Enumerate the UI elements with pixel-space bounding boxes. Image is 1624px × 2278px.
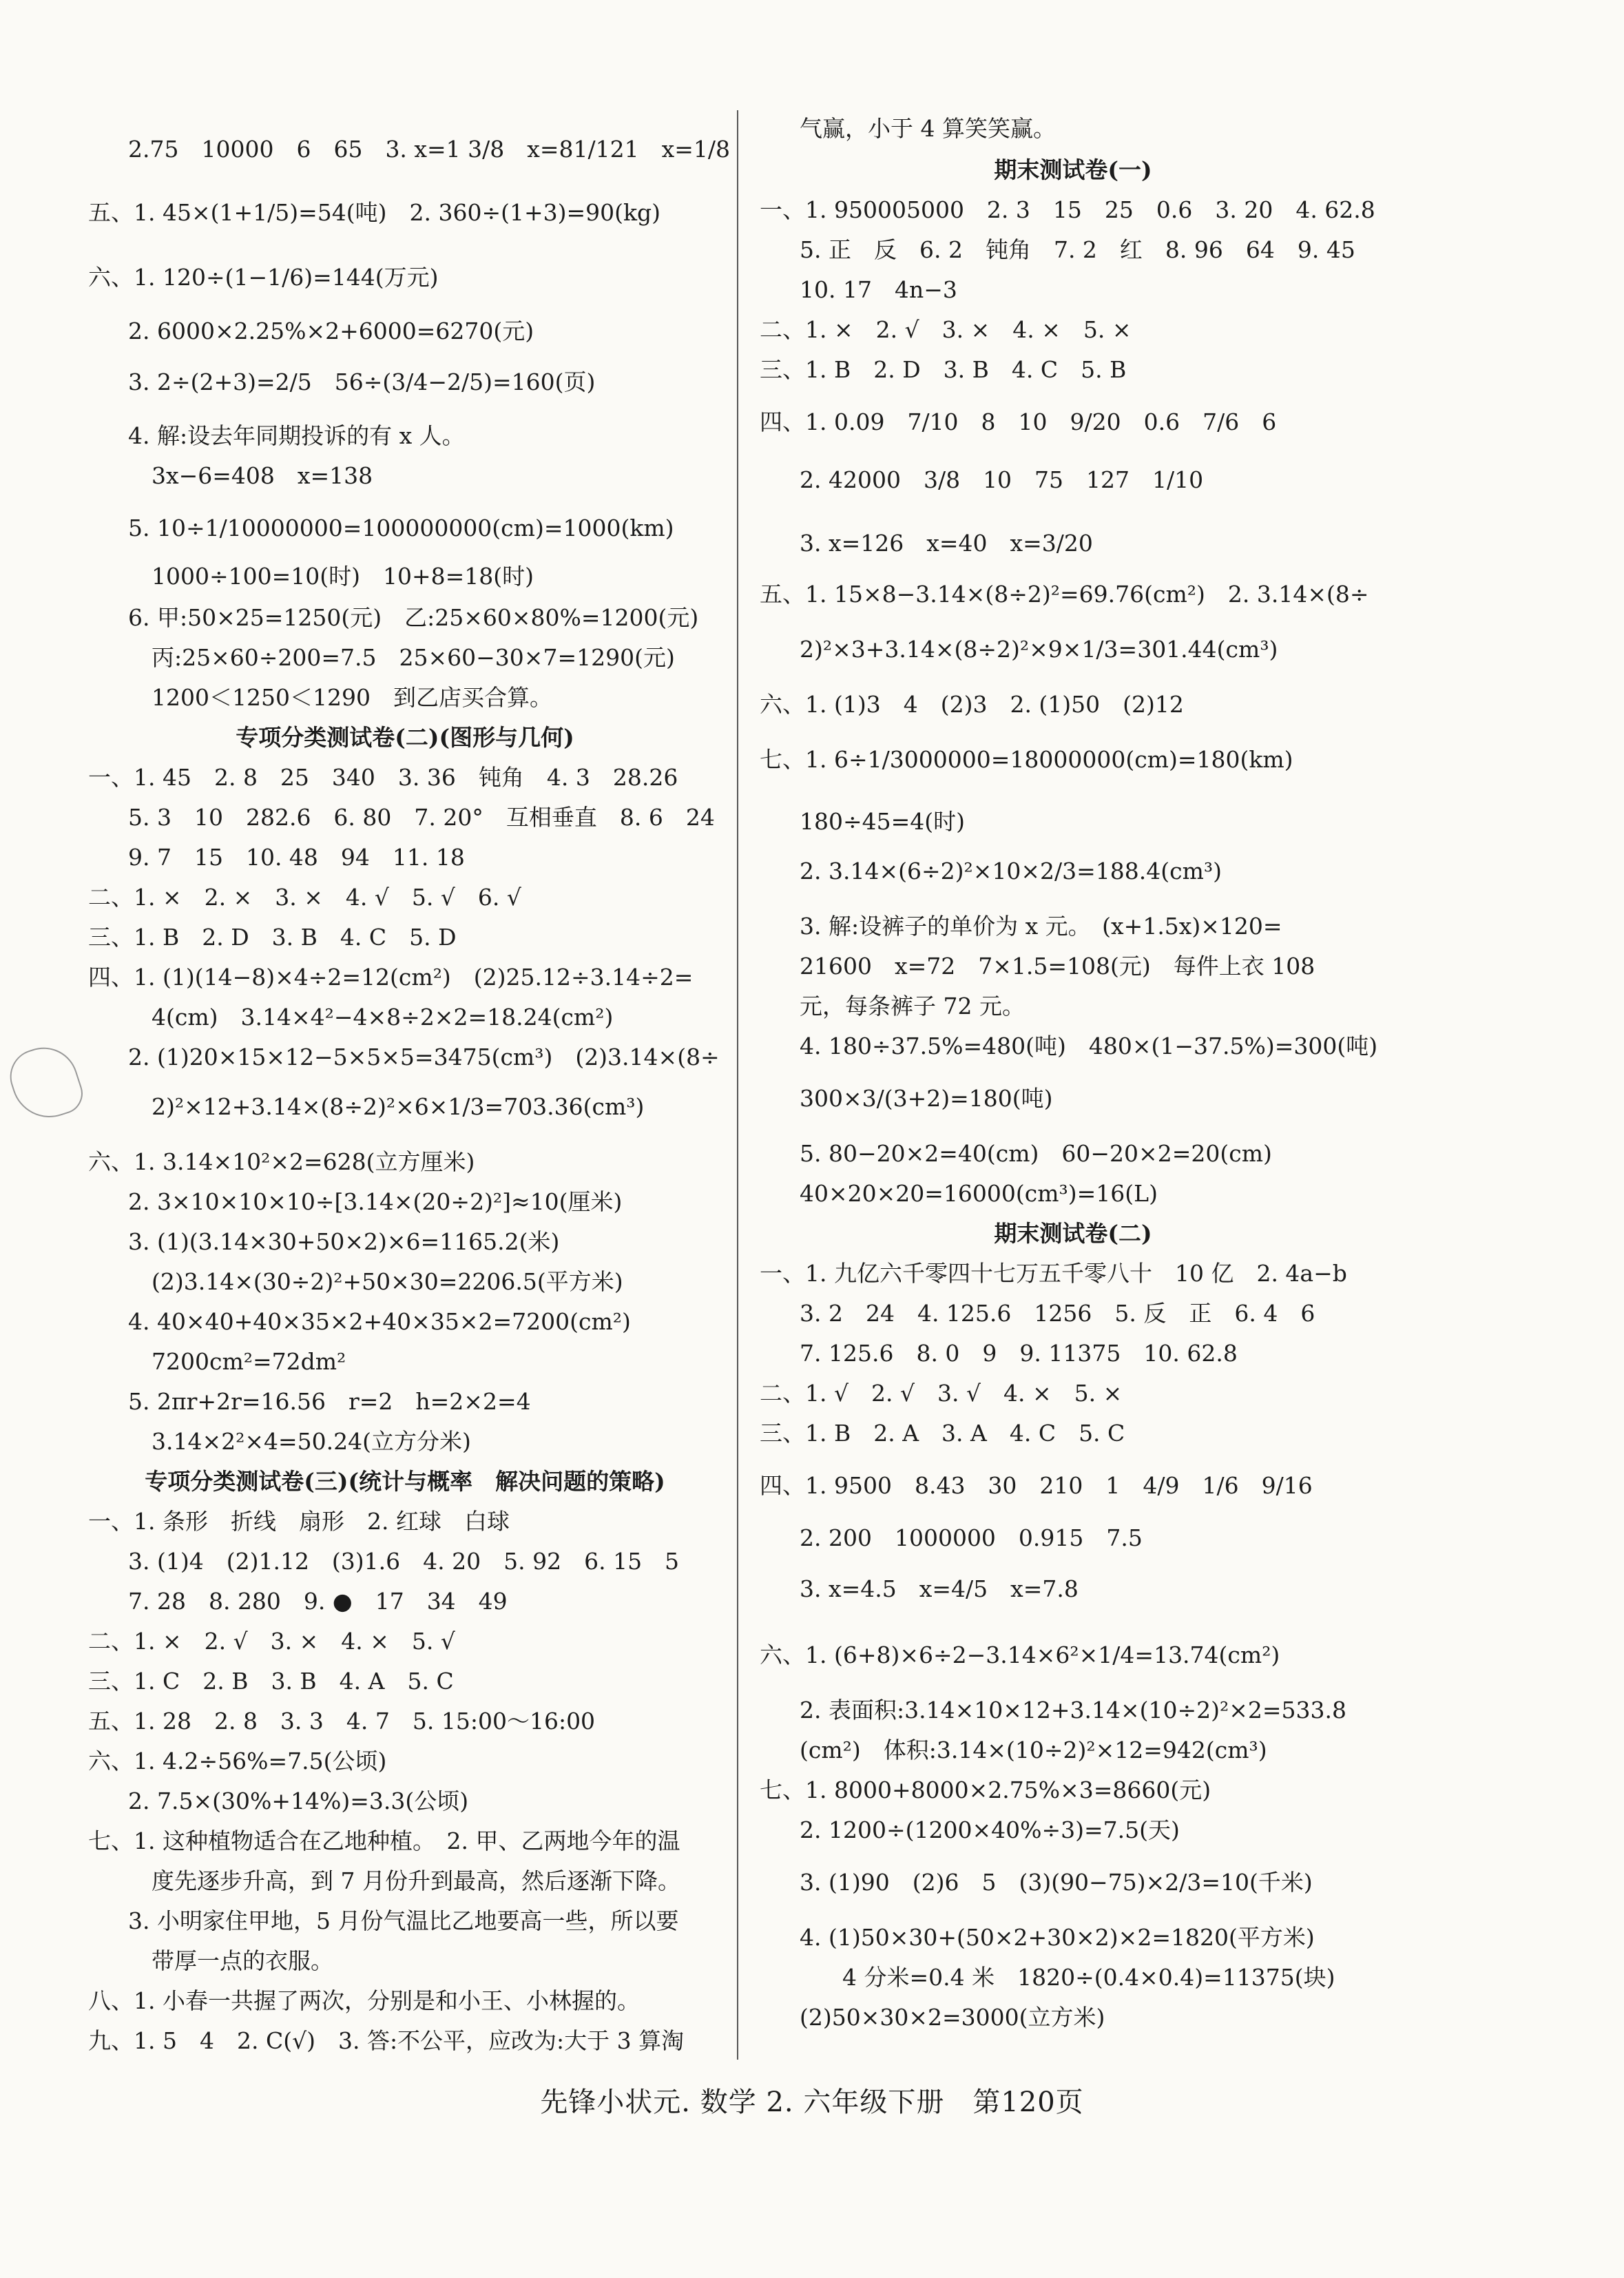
right-answer-line: 五、1. 15×8−3.14×(8÷2)²=69.76(cm²) 2. 3.14×(8÷ [760, 581, 1369, 608]
right-answer-line: 2. 表面积:3.14×10×12+3.14×(10÷2)²×2=533.8 [800, 1697, 1347, 1723]
right-answer-line: 3. 解:设裤子的单价为 x 元。 (x+1.5x)×120= [800, 913, 1282, 940]
left-answer-line: 5. 10÷1/10000000=100000000(cm)=1000(km) [128, 515, 674, 541]
left-answer-line: (2)3.14×(30÷2)²+50×30=2206.5(平方米) [152, 1268, 623, 1295]
right-answer-line: 2. 3.14×(6÷2)²×10×2/3=188.4(cm³) [800, 858, 1222, 884]
left-answer-line: 4. 解:设去年同期投诉的有 x 人。 [128, 422, 465, 449]
left-answer-line: 2. (1)20×15×12−5×5×5=3475(cm³) (2)3.14×(8÷ [128, 1044, 720, 1070]
left-answer-line: 2. 7.5×(30%+14%)=3.3(公顷) [128, 1788, 469, 1814]
right-answer-line: 四、1. 0.09 7/10 8 10 9/20 0.6 7/6 6 [760, 408, 1277, 435]
left-answer-line: 3. 小明家住甲地，5 月份气温比乙地要高一些，所以要 [128, 1907, 679, 1934]
column-divider [737, 110, 738, 2060]
left-answer-line: 2. 6000×2.25%×2+6000=6270(元) [128, 318, 534, 344]
left-answer-line: 2)²×12+3.14×(8÷2)²×6×1/3=703.36(cm³) [152, 1093, 645, 1120]
left-answer-line: 9. 7 15 10. 48 94 11. 18 [128, 844, 465, 871]
right-answer-line: 40×20×20=16000(cm³)=16(L) [800, 1180, 1158, 1207]
right-answer-line: (cm²) 体积:3.14×(10÷2)²×12=942(cm³) [800, 1737, 1267, 1763]
left-answer-line: 5. 3 10 282.6 6. 80 7. 20° 互相垂直 8. 6 24 [128, 804, 715, 831]
left-answer-line: 六、1. 3.14×10²×2=628(立方厘米) [88, 1148, 475, 1175]
left-answer-line: 3. (1)(3.14×30+50×2)×6=1165.2(米) [128, 1228, 560, 1255]
right-answer-line: 气赢，小于 4 算笑笑赢。 [800, 115, 1056, 142]
right-answer-line: 10. 17 4n−3 [800, 276, 957, 303]
left-answer-line: 丙:25×60÷200=7.5 25×60−30×7=1290(元) [152, 644, 675, 671]
left-answer-line: 2. 3×10×10×10÷[3.14×(20÷2)²]≈10(厘米) [128, 1188, 623, 1215]
left-answer-line: 三、1. B 2. D 3. B 4. C 5. D [88, 924, 457, 951]
right-answer-line: 七、1. 6÷1/3000000=18000000(cm)=180(km) [760, 746, 1293, 773]
right-answer-line: 4 分米=0.4 米 1820÷(0.4×0.4)=11375(块) [842, 1964, 1335, 1991]
right-answer-line: 期末测试卷(一) [994, 156, 1152, 183]
right-answer-line: 六、1. (1)3 4 (2)3 2. (1)50 (2)12 [760, 691, 1184, 718]
left-answer-line: 1000÷100=10(时) 10+8=18(时) [152, 563, 534, 590]
right-answer-line: 21600 x=72 7×1.5=108(元) 每件上衣 108 [800, 953, 1315, 980]
left-answer-line: 七、1. 这种植物适合在乙地种植。 2. 甲、乙两地今年的温 [88, 1827, 680, 1854]
right-answer-line: 二、1. √ 2. √ 3. √ 4. × 5. × [760, 1380, 1123, 1407]
right-answer-line: 二、1. × 2. √ 3. × 4. × 5. × [760, 316, 1132, 343]
left-answer-line: 带厚一点的衣服。 [152, 1947, 333, 1974]
right-answer-line: 三、1. B 2. D 3. B 4. C 5. B [760, 356, 1127, 383]
right-answer-line: 一、1. 九亿六千零四十七万五千零八十 10 亿 2. 4a−b [760, 1260, 1347, 1287]
right-answer-line: 5. 80−20×2=40(cm) 60−20×2=20(cm) [800, 1140, 1272, 1167]
left-answer-line: 5. 2πr+2r=16.56 r=2 h=2×2=4 [128, 1388, 531, 1415]
left-answer-line: 4. 40×40+40×35×2+40×35×2=7200(cm²) [128, 1308, 631, 1335]
left-answer-line: 二、1. × 2. √ 3. × 4. × 5. √ [88, 1628, 455, 1655]
right-answer-line: 2. 1200÷(1200×40%÷3)=7.5(天) [800, 1816, 1180, 1843]
left-answer-line: 专项分类测试卷(二)(图形与几何) [236, 724, 574, 751]
right-answer-line: 一、1. 950005000 2. 3 15 25 0.6 3. 20 4. 62.8 [760, 196, 1375, 223]
left-answer-line: 五、1. 28 2. 8 3. 3 4. 7 5. 15:00～16:00 [88, 1708, 596, 1735]
right-answer-line: 300×3/(3+2)=180(吨) [800, 1085, 1053, 1112]
right-answer-line: (2)50×30×2=3000(立方米) [800, 2004, 1105, 2031]
right-answer-line: 四、1. 9500 8.43 30 210 1 4/9 1/6 9/16 [760, 1472, 1313, 1499]
right-answer-line: 2)²×3+3.14×(8÷2)²×9×1/3=301.44(cm³) [800, 636, 1278, 663]
left-answer-line: 六、1. 120÷(1−1/6)=144(万元) [88, 264, 439, 291]
left-answer-line: 2.75 10000 6 65 3. x=1 3/8 x=81/121 x=1/8 [128, 136, 731, 163]
left-answer-line: 六、1. 4.2÷56%=7.5(公顷) [88, 1748, 387, 1774]
left-answer-line: 一、1. 条形 折线 扇形 2. 红球 白球 [88, 1508, 510, 1535]
left-answer-line: 八、1. 小春一共握了两次，分别是和小王、小林握的。 [88, 1987, 640, 2014]
left-answer-line: 度先逐步升高，到 7 月份升到最高，然后逐渐下降。 [152, 1867, 680, 1894]
right-answer-line: 3. x=4.5 x=4/5 x=7.8 [800, 1575, 1079, 1602]
left-answer-line: 1200＜1250＜1290 到乙店买合算。 [152, 684, 552, 711]
right-answer-line: 三、1. B 2. A 3. A 4. C 5. C [760, 1420, 1125, 1447]
right-answer-line: 2. 200 1000000 0.915 7.5 [800, 1524, 1143, 1551]
right-answer-line: 2. 42000 3/8 10 75 127 1/10 [800, 466, 1204, 493]
right-answer-line: 3. x=126 x=40 x=3/20 [800, 530, 1093, 557]
left-answer-line: 3x−6=408 x=138 [152, 462, 373, 489]
right-answer-line: 3. 2 24 4. 125.6 1256 5. 反 正 6. 4 6 [800, 1300, 1315, 1327]
left-answer-line: 6. 甲:50×25=1250(元) 乙:25×60×80%=1200(元) [128, 604, 699, 631]
left-answer-line: 7. 28 8. 280 9. ● 17 34 49 [128, 1588, 508, 1615]
left-answer-line: 4(cm) 3.14×4²−4×8÷2×2=18.24(cm²) [152, 1004, 614, 1031]
right-answer-line: 3. (1)90 (2)6 5 (3)(90−75)×2/3=10(千米) [800, 1869, 1313, 1896]
left-answer-line: 三、1. C 2. B 3. B 4. A 5. C [88, 1668, 454, 1695]
left-answer-line: 3. 2÷(2+3)=2/5 56÷(3/4−2/5)=160(页) [128, 369, 596, 395]
left-answer-line: 3.14×2²×4=50.24(立方分米) [152, 1428, 471, 1455]
stamp-mark [3, 1039, 87, 1128]
right-answer-line: 六、1. (6+8)×6÷2−3.14×6²×1/4=13.74(cm²) [760, 1642, 1280, 1668]
right-answer-line: 元，每条裤子 72 元。 [800, 993, 1025, 1019]
left-answer-line: 7200cm²=72dm² [152, 1348, 346, 1375]
left-answer-line: 二、1. × 2. × 3. × 4. √ 5. √ 6. √ [88, 884, 521, 911]
left-answer-line: 九、1. 5 4 2. C(√) 3. 答:不公平，应改为:大于 3 算淘 [88, 2027, 685, 2054]
left-answer-line: 四、1. (1)(14−8)×4÷2=12(cm²) (2)25.12÷3.14÷2= [88, 964, 694, 991]
right-answer-line: 5. 正 反 6. 2 钝角 7. 2 红 8. 96 64 9. 45 [800, 236, 1355, 263]
left-answer-line: 3. (1)4 (2)1.12 (3)1.6 4. 20 5. 92 6. 15 5 [128, 1548, 680, 1575]
right-answer-line: 4. (1)50×30+(50×2+30×2)×2=1820(平方米) [800, 1924, 1315, 1951]
right-answer-line: 4. 180÷37.5%=480(吨) 480×(1−37.5%)=300(吨) [800, 1033, 1378, 1059]
left-answer-line: 专项分类测试卷(三)(统计与概率 解决问题的策略) [145, 1468, 665, 1495]
page-footer: 先锋小状元. 数学 2. 六年级下册 第120页 [540, 2087, 1084, 2118]
right-answer-line: 180÷45=4(时) [800, 808, 966, 835]
left-answer-line: 五、1. 45×(1+1/5)=54(吨) 2. 360÷(1+3)=90(kg) [88, 199, 661, 226]
right-answer-line: 7. 125.6 8. 0 9 9. 11375 10. 62.8 [800, 1340, 1238, 1367]
right-answer-line: 期末测试卷(二) [994, 1220, 1152, 1247]
right-answer-line: 七、1. 8000+8000×2.75%×3=8660(元) [760, 1777, 1211, 1803]
left-answer-line: 一、1. 45 2. 8 25 340 3. 36 钝角 4. 3 28.26 [88, 764, 678, 791]
